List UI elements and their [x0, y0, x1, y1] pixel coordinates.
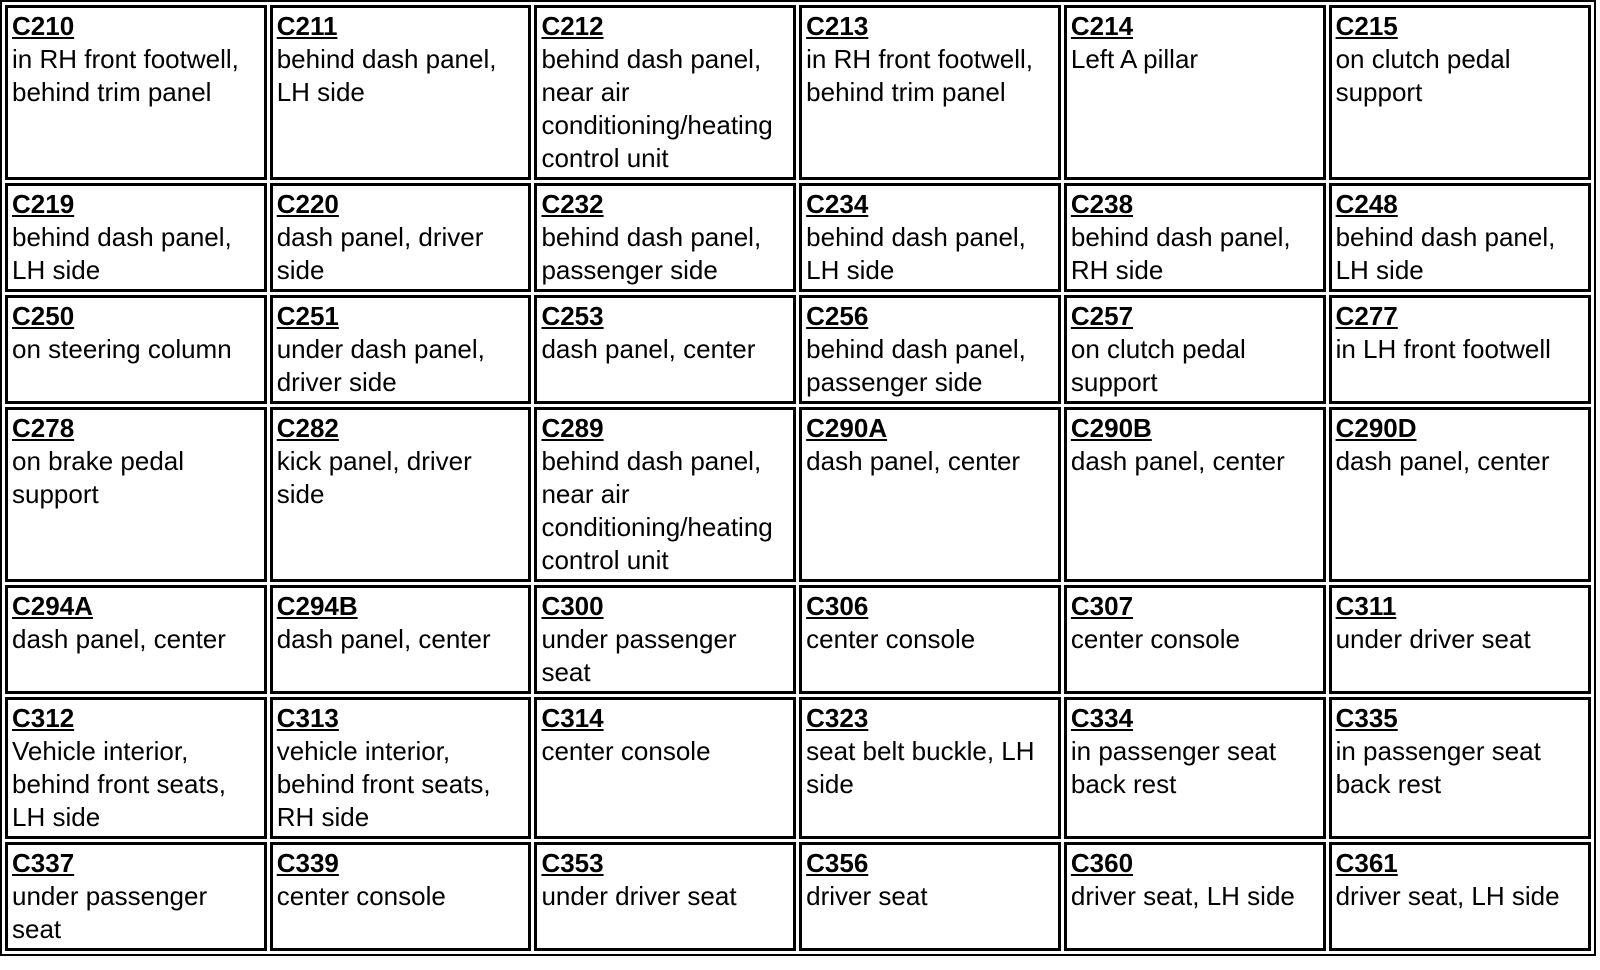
table-row [5, 842, 1591, 951]
connector-code-link[interactable]: C290A [806, 413, 888, 443]
connector-code-link[interactable]: C306 [806, 591, 869, 621]
connector-cell [270, 407, 532, 582]
connector-code-link[interactable]: C220 [276, 189, 339, 219]
connector-cell [270, 295, 532, 404]
connector-cell [1329, 585, 1591, 694]
connector-cell [1329, 5, 1591, 180]
connector-code-link[interactable]: C257 [1070, 301, 1134, 331]
connector-cell [270, 183, 532, 292]
connector-location-text: vehicle interior, behind front seats, RH side [276, 736, 491, 832]
connector-code-link[interactable]: C313 [276, 703, 339, 733]
connector-code-link[interactable]: C294A [12, 591, 93, 621]
connector-cell [799, 842, 1061, 951]
connector-cell [534, 295, 796, 404]
connector-code-link[interactable]: C248 [1335, 189, 1398, 219]
connector-cell [270, 585, 532, 694]
connector-code-link[interactable]: C289 [541, 413, 604, 443]
table-row [5, 697, 1591, 839]
connector-cell [5, 697, 267, 839]
connector-code-link[interactable]: C361 [1335, 848, 1398, 878]
connector-cell [270, 5, 532, 180]
connector-cell [5, 585, 267, 694]
connector-code-link[interactable]: C213 [806, 11, 869, 41]
connector-code-link[interactable]: C219 [12, 189, 75, 219]
connector-location-text: dash panel, center [1335, 446, 1550, 476]
connector-cell [534, 407, 796, 582]
connector-code-link[interactable]: C311 [1335, 591, 1397, 621]
connector-cell [1064, 5, 1326, 180]
connector-code-link[interactable]: C214 [1070, 11, 1134, 41]
connector-location-text: on brake pedal support [12, 446, 185, 509]
connector-location-text: center console [1070, 624, 1240, 654]
table-row [5, 295, 1591, 404]
connector-code-link[interactable]: C337 [12, 848, 75, 878]
connector-location-text: under driver seat [541, 881, 737, 911]
connector-cell [799, 5, 1061, 180]
connector-cell [1064, 183, 1326, 292]
connector-location-text: Vehicle interior, behind front seats, LH side [12, 736, 226, 832]
connector-location-text: Left A pillar [1070, 44, 1199, 74]
connector-code-link[interactable]: C300 [541, 591, 604, 621]
connector-location-text: dash panel, center [12, 624, 226, 654]
connector-cell [1064, 295, 1326, 404]
connector-code-link[interactable]: C282 [276, 413, 339, 443]
connector-cell [534, 697, 796, 839]
connector-cell [1064, 697, 1326, 839]
connector-cell [799, 585, 1061, 694]
connector-code-link[interactable]: C323 [806, 703, 869, 733]
connector-code-link[interactable]: C307 [1070, 591, 1134, 621]
connector-cell [799, 295, 1061, 404]
connector-cell [270, 697, 532, 839]
connector-location-text: behind dash panel, near air conditioning/heating control unit [541, 44, 773, 173]
connector-location-text: on clutch pedal support [1335, 44, 1511, 107]
connector-location-text: in passenger seat back rest [1070, 736, 1277, 799]
connector-code-link[interactable]: C212 [541, 11, 604, 41]
connector-location-text: in RH front footwell, behind trim panel [806, 44, 1034, 107]
connector-location-text: on clutch pedal support [1070, 334, 1246, 397]
connector-location-text: dash panel, center [276, 624, 491, 654]
connector-code-link[interactable]: C256 [806, 301, 869, 331]
connector-location-text: center console [276, 881, 446, 911]
connector-cell [534, 183, 796, 292]
connector-code-link[interactable]: C232 [541, 189, 604, 219]
connector-code-link[interactable]: C312 [12, 703, 75, 733]
connector-location-text: on steering column [12, 334, 232, 364]
connector-cell [534, 842, 796, 951]
connector-cell [5, 407, 267, 582]
connector-cell [534, 585, 796, 694]
connector-location-text: kick panel, driver side [276, 446, 472, 509]
connector-cell [799, 183, 1061, 292]
connector-location-text: center console [541, 736, 711, 766]
connector-location-text: in LH front footwell [1335, 334, 1551, 364]
connector-code-link[interactable]: C360 [1070, 848, 1134, 878]
connector-code-link[interactable]: C278 [12, 413, 75, 443]
connector-cell [1329, 697, 1591, 839]
connector-code-link[interactable]: C215 [1335, 11, 1398, 41]
connector-location-text: dash panel, driver side [276, 222, 484, 285]
connector-code-link[interactable]: C339 [276, 848, 339, 878]
connector-cell [1064, 842, 1326, 951]
connector-code-link[interactable]: C356 [806, 848, 869, 878]
connector-cell [1329, 407, 1591, 582]
table-row [5, 183, 1591, 292]
connector-code-link[interactable]: C238 [1070, 189, 1134, 219]
connector-code-link[interactable]: C314 [541, 703, 604, 733]
connector-location-text: driver seat, LH side [1070, 881, 1295, 911]
connector-cell [1329, 183, 1591, 292]
connector-cell [1329, 842, 1591, 951]
table-row [5, 407, 1591, 582]
connector-cell [799, 697, 1061, 839]
connector-location-text: behind dash panel, passenger side [806, 334, 1026, 397]
connector-location-text: driver seat [806, 881, 928, 911]
connector-cell [534, 5, 796, 180]
connector-location-text: behind dash panel, passenger side [541, 222, 762, 285]
connector-code-link[interactable]: C210 [12, 11, 75, 41]
connector-location-text: under dash panel, driver side [276, 334, 485, 397]
connector-location-text: dash panel, center [541, 334, 756, 364]
connector-location-text: seat belt buckle, LH side [806, 736, 1035, 799]
table-body [5, 5, 1591, 951]
connector-code-link[interactable]: C277 [1335, 301, 1398, 331]
connector-location-text: in passenger seat back rest [1335, 736, 1541, 799]
connector-code-link[interactable]: C250 [12, 301, 75, 331]
connector-location-text: center console [806, 624, 976, 654]
connector-cell [799, 407, 1061, 582]
connector-location-text: behind dash panel, LH side [276, 44, 497, 107]
connector-code-link[interactable]: C353 [541, 848, 604, 878]
connector-location-text: behind dash panel, LH side [12, 222, 232, 285]
connector-cell [5, 295, 267, 404]
table-row [5, 5, 1591, 180]
connector-location-text: behind dash panel, RH side [1070, 222, 1291, 285]
connector-code-link[interactable]: C294B [276, 591, 358, 621]
connector-code-link[interactable]: C251 [276, 301, 339, 331]
connector-code-link[interactable]: C211 [276, 11, 338, 41]
connector-code-link[interactable]: C253 [541, 301, 604, 331]
connector-cell [270, 842, 532, 951]
connector-cell [1329, 295, 1591, 404]
connector-location-text: under passenger seat [541, 624, 737, 687]
connector-location-text: under passenger seat [12, 881, 208, 944]
connector-cell [1064, 585, 1326, 694]
connector-location-text: driver seat, LH side [1335, 881, 1560, 911]
connector-location-text: under driver seat [1335, 624, 1531, 654]
connector-location-text: behind dash panel, LH side [1335, 222, 1556, 285]
connector-location-text: in RH front footwell, behind trim panel [12, 44, 239, 107]
connector-code-link[interactable]: C234 [806, 189, 869, 219]
connector-cell [5, 842, 267, 951]
connector-location-text: behind dash panel, near air conditioning/heating control unit [541, 446, 773, 575]
connector-location-text: dash panel, center [806, 446, 1021, 476]
connector-location-text: dash panel, center [1070, 446, 1285, 476]
connector-code-link[interactable]: C290D [1335, 413, 1417, 443]
connector-code-link[interactable]: C335 [1335, 703, 1398, 733]
table-row [5, 585, 1591, 694]
connector-location-text: behind dash panel, LH side [806, 222, 1026, 285]
connector-cell [5, 183, 267, 292]
connector-code-link[interactable]: C290B [1070, 413, 1152, 443]
connector-code-link[interactable]: C334 [1070, 703, 1134, 733]
connector-cell [1064, 407, 1326, 582]
connector-cell [5, 5, 267, 180]
